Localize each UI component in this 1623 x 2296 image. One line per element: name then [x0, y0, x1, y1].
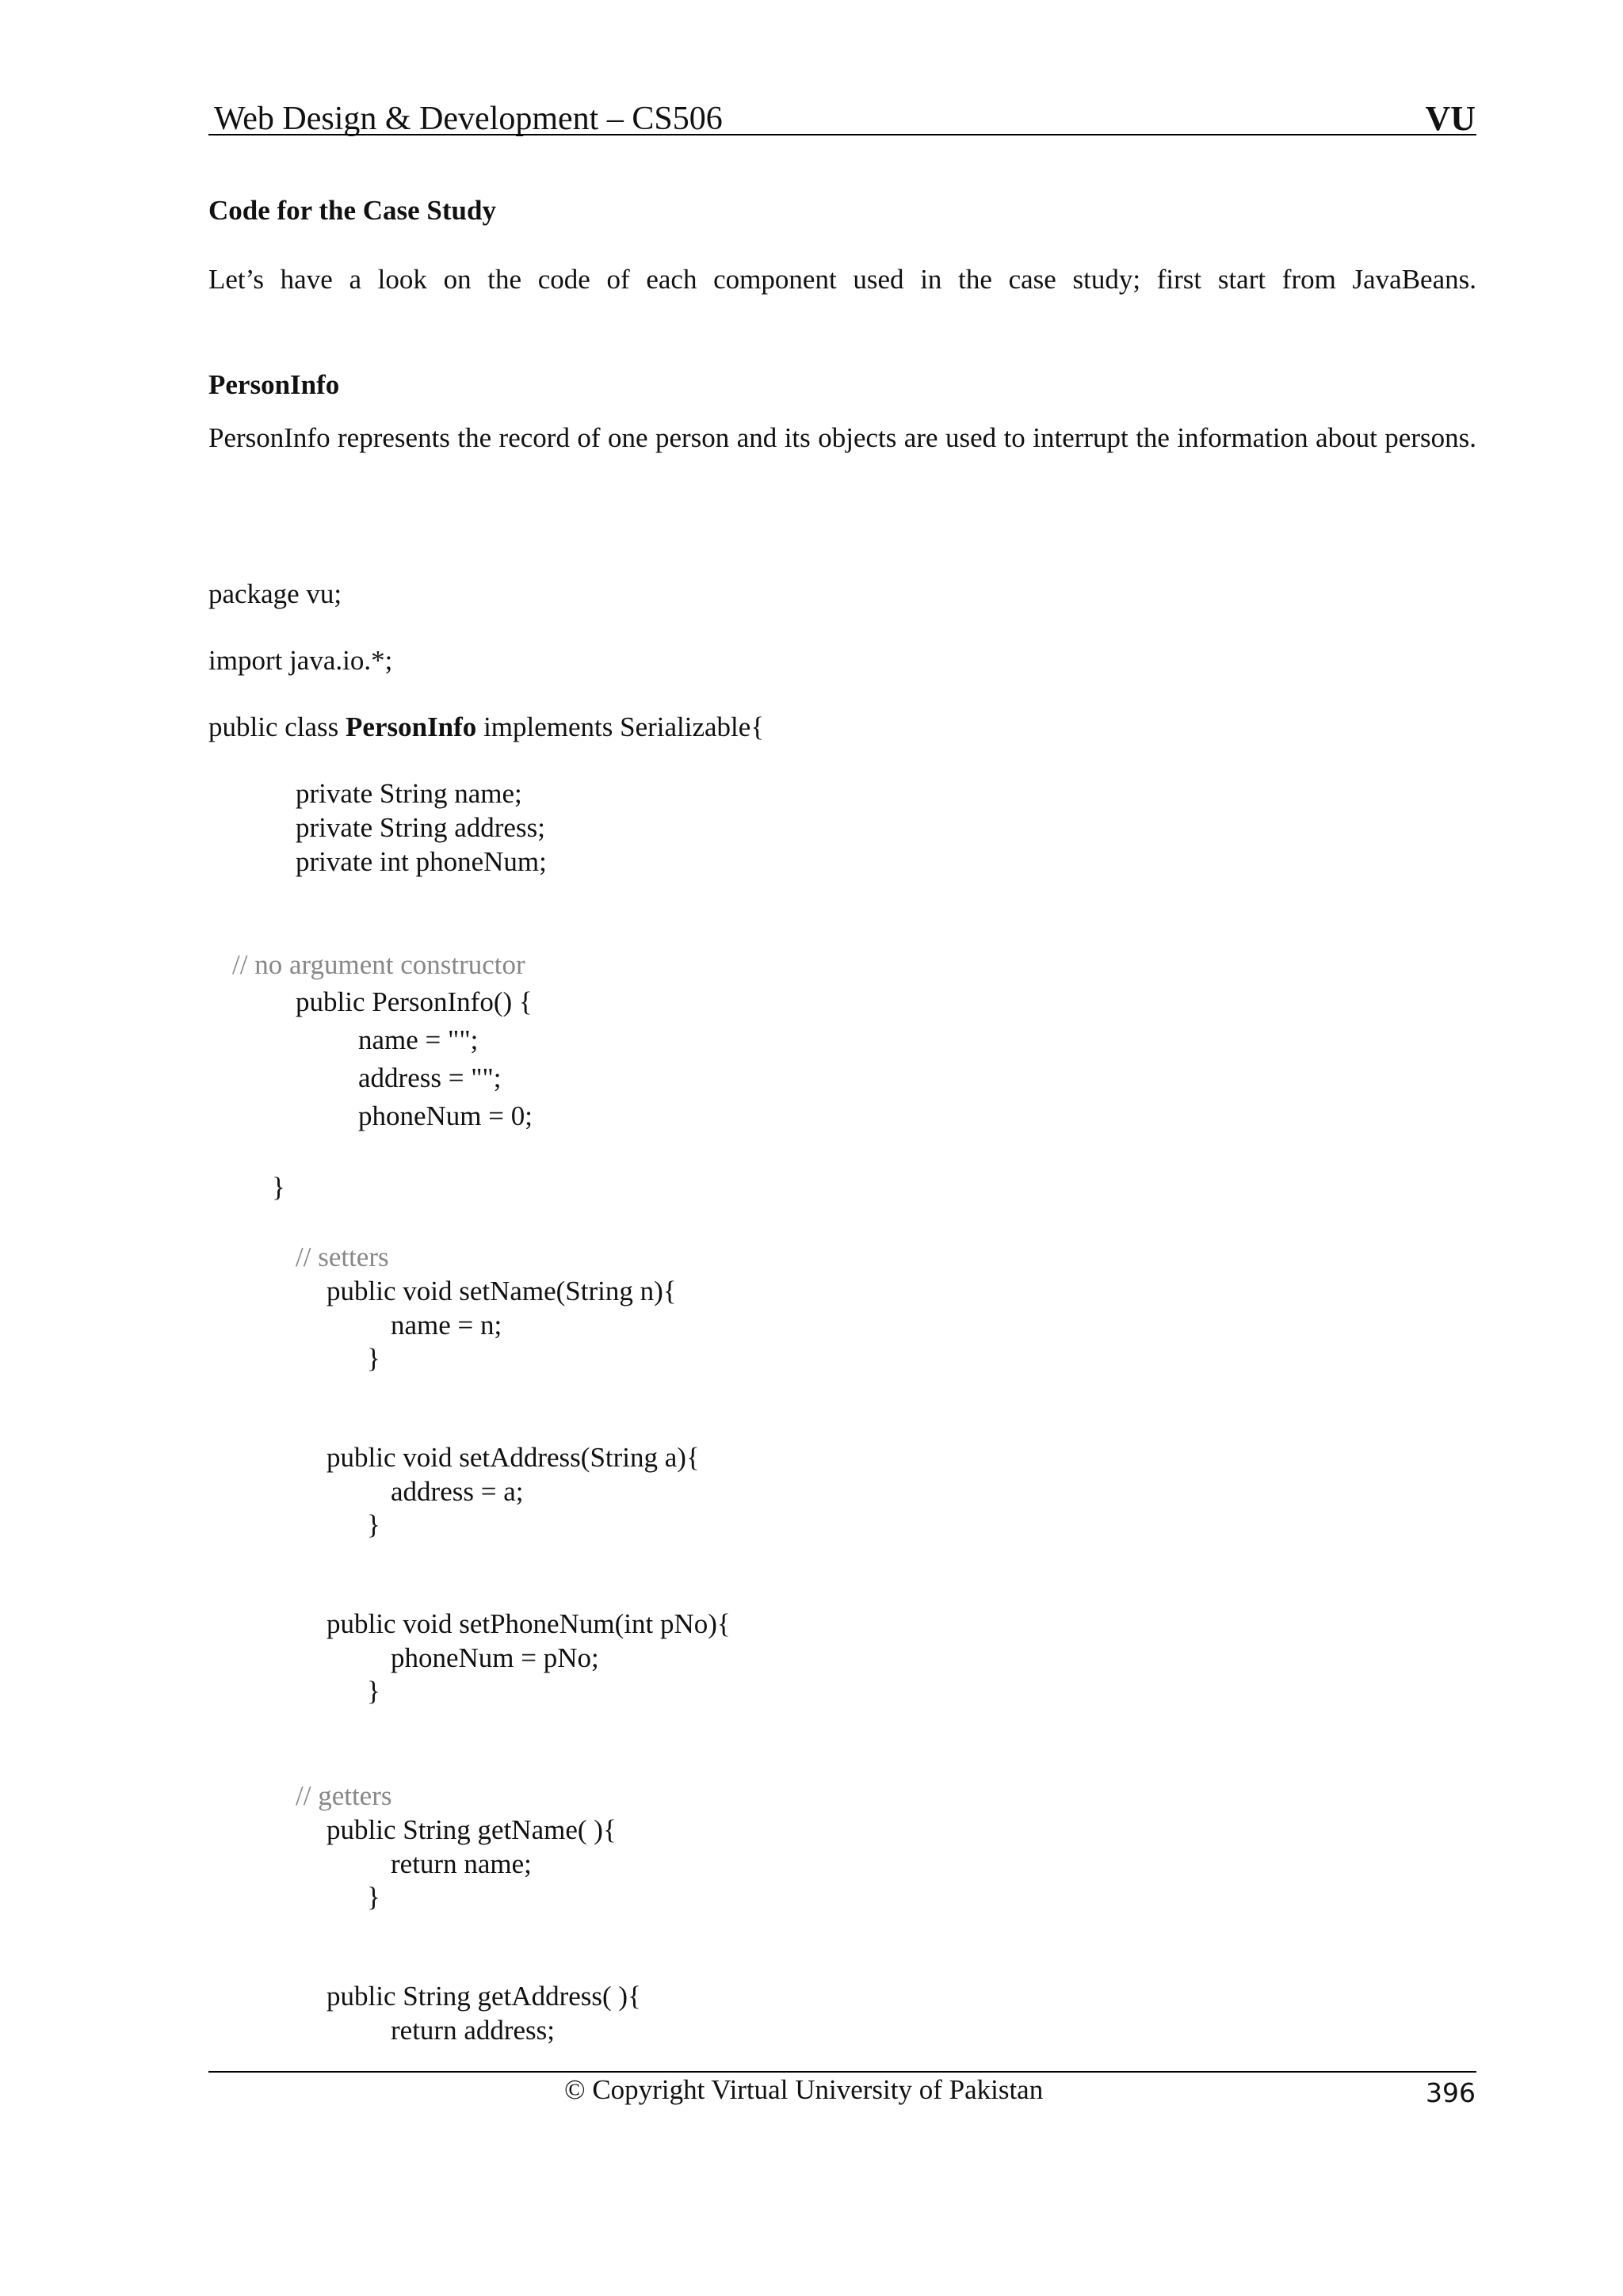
intro-paragraph: Let’s have a look on the code of each component used in the case study; first start from JavaBeans.	[208, 264, 1476, 295]
code-setphonenum-signature: public void setPhoneNum(int pNo){	[327, 1608, 731, 1639]
header-rule	[208, 134, 1476, 135]
footer-copyright: © Copyright Virtual University of Pakistan	[564, 2074, 1044, 2105]
description-paragraph	[208, 418, 1476, 458]
class-implements: implements Serializable{	[476, 711, 765, 742]
description-text: PersonInfo represents the record of one person and its objects are used to interrupt the information about persons.	[208, 422, 1476, 453]
code-setaddress-close: }	[367, 1509, 380, 1540]
subheading-personinfo: PersonInfo	[208, 369, 340, 400]
code-getname-body: return name;	[391, 1848, 532, 1879]
code-comment-constructor: // no argument constructor	[232, 949, 525, 980]
code-constructor-address: address = "";	[358, 1062, 502, 1093]
code-comment-getters: // getters	[296, 1780, 392, 1811]
code-field-name: private String name;	[296, 778, 522, 809]
code-setphonenum-body: phoneNum = pNo;	[391, 1642, 599, 1673]
header-logo-text: VU	[1425, 99, 1476, 138]
code-constructor-phone: phoneNum = 0;	[358, 1100, 533, 1131]
section-heading: Code for the Case Study	[208, 195, 496, 226]
code-getaddress-signature: public String getAddress( ){	[327, 1981, 641, 2012]
code-constructor-name: name = "";	[358, 1024, 479, 1055]
class-name: PersonInfo	[346, 711, 477, 742]
code-setname-signature: public void setName(String n){	[327, 1276, 677, 1306]
header-course-title: Web Design & Development – CS506	[214, 101, 723, 137]
code-getname-close: }	[367, 1882, 380, 1913]
code-setaddress-signature: public void setAddress(String a){	[327, 1442, 700, 1473]
code-setname-body: name = n;	[391, 1310, 502, 1341]
page-number: 396	[1426, 2077, 1476, 2108]
code-package-line: package vu;	[208, 578, 342, 609]
code-field-phone: private int phoneNum;	[296, 846, 547, 877]
code-import-line: import java.io.*;	[208, 645, 393, 676]
code-setphonenum-close: }	[367, 1676, 380, 1707]
code-class-declaration	[208, 710, 764, 745]
code-getaddress-body: return address;	[391, 2015, 556, 2046]
code-setaddress-body: address = a;	[391, 1476, 524, 1507]
code-field-address: private String address;	[296, 812, 545, 843]
code-constructor-close: }	[272, 1172, 285, 1203]
code-comment-setters: // setters	[296, 1241, 389, 1272]
class-keyword: public class	[208, 711, 346, 742]
code-getname-signature: public String getName( ){	[327, 1814, 617, 1845]
code-setname-close: }	[367, 1343, 380, 1374]
code-constructor-signature: public PersonInfo() {	[296, 986, 533, 1017]
